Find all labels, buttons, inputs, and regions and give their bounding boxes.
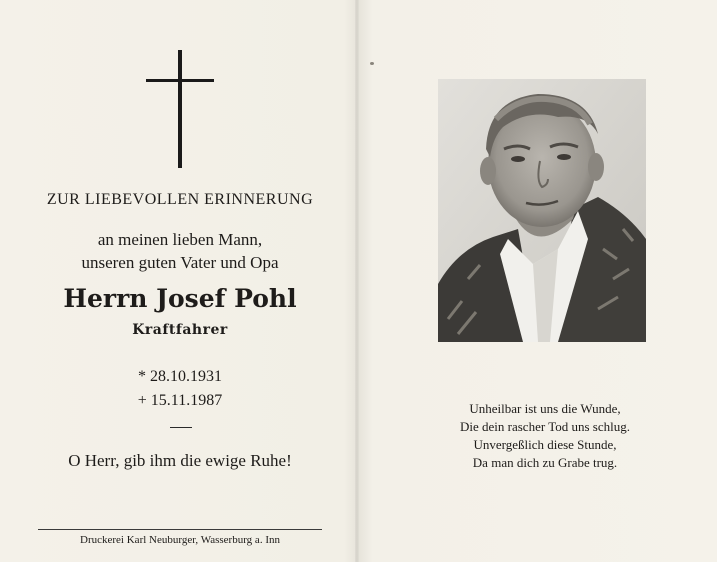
poem-line-4: Da man dich zu Grabe trug. bbox=[472, 455, 618, 470]
birth-date: * 28.10.1931 bbox=[138, 368, 222, 385]
occupation: Kraftfahrer bbox=[132, 322, 228, 338]
deceased-name: Herrn Josef Pohl bbox=[63, 284, 297, 313]
death-date: + 15.11.1987 bbox=[137, 392, 223, 409]
dedication-line-2: unseren guten Vater und Opa bbox=[81, 253, 279, 272]
paper-speck bbox=[370, 62, 374, 65]
printer-credit: Druckerei Karl Neuburger, Wasserburg a. Inn bbox=[80, 534, 280, 546]
dedication-line-1: an meinen lieben Mann, bbox=[97, 230, 263, 249]
memorial-heading: ZUR LIEBEVOLLEN ERINNERUNG bbox=[46, 191, 314, 208]
poem-line-1: Unheilbar ist uns die Wunde, bbox=[469, 401, 621, 416]
divider bbox=[170, 427, 192, 428]
cross-icon bbox=[146, 50, 214, 168]
printer-rule bbox=[38, 529, 322, 530]
portrait-photo bbox=[438, 79, 646, 342]
poem-line-2: Die dein rascher Tod uns schlug. bbox=[460, 419, 630, 434]
prayer-line: O Herr, gib ihm die ewige Ruhe! bbox=[68, 451, 292, 470]
poem-line-3: Unvergeßlich diese Stunde, bbox=[473, 437, 617, 452]
card-fold bbox=[355, 0, 359, 562]
